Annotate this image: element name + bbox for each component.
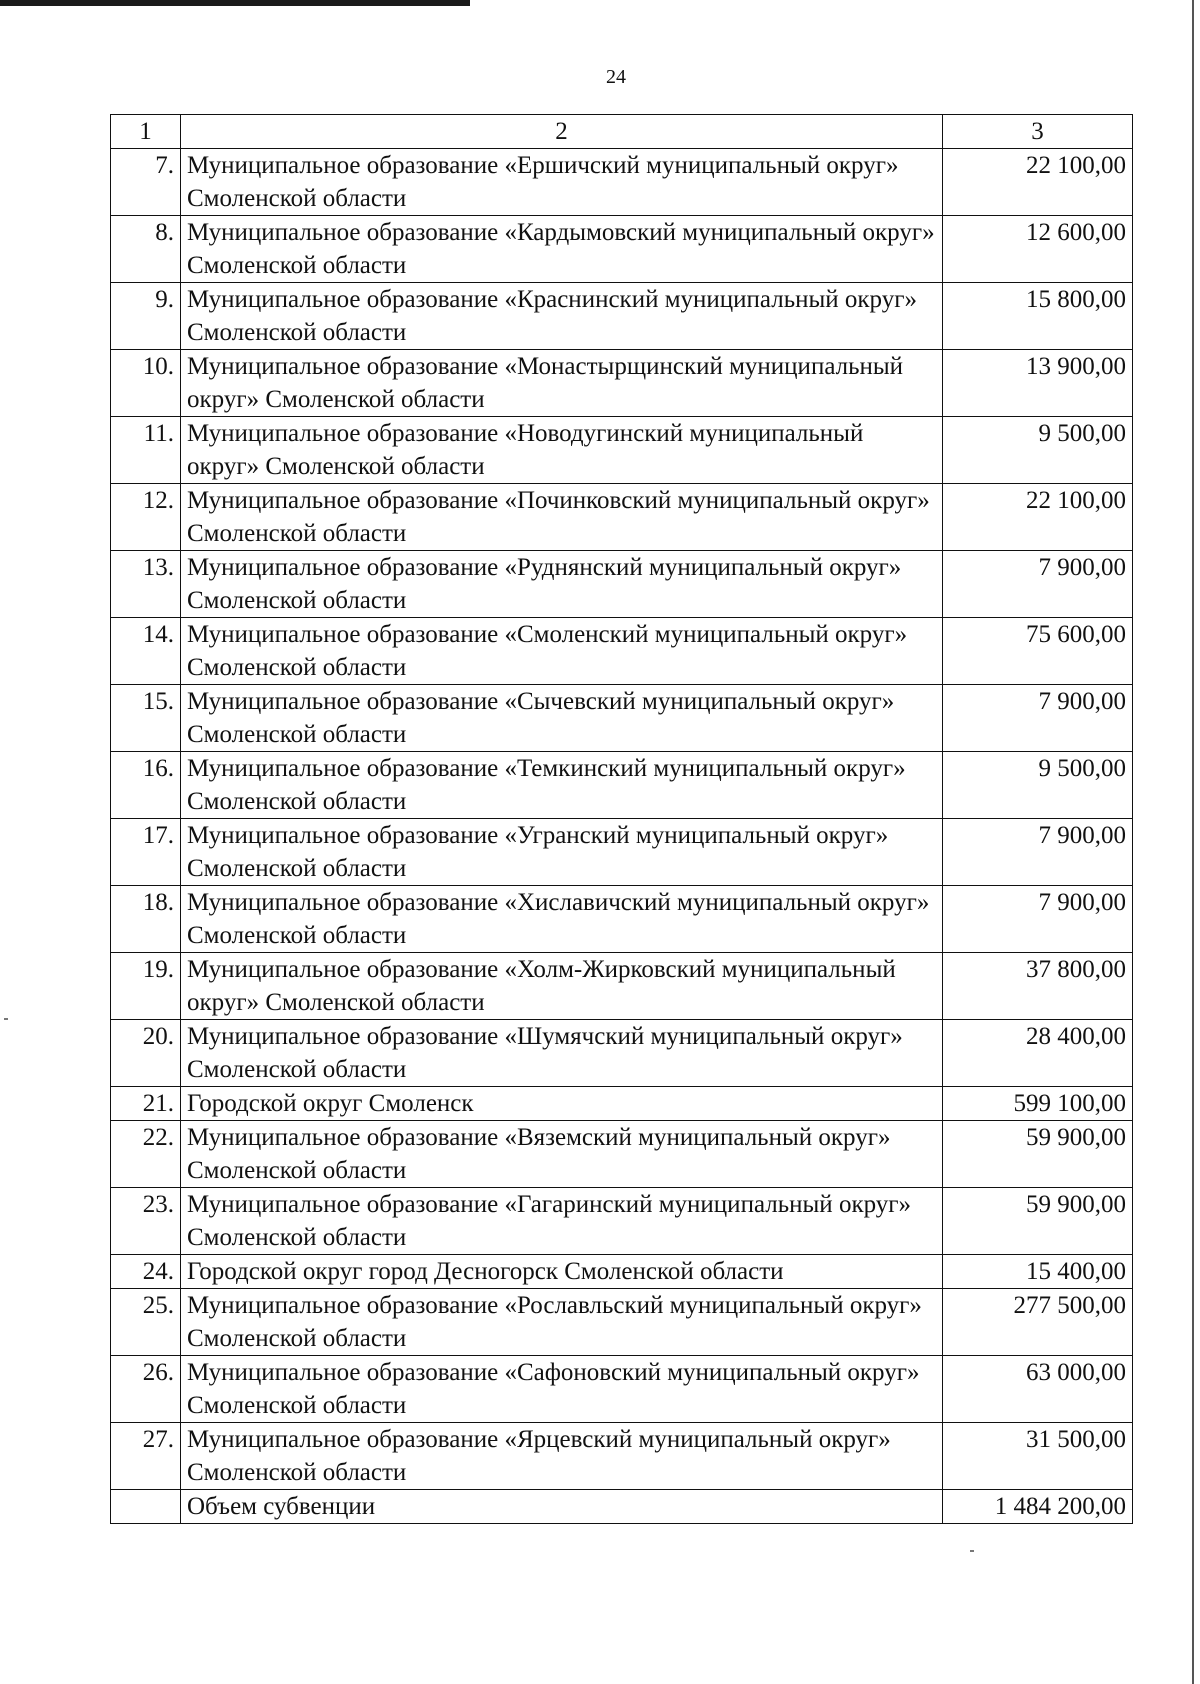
subvention-amount: 7 900,00 — [943, 886, 1133, 953]
subvention-amount: 37 800,00 — [943, 953, 1133, 1020]
subvention-amount: 7 900,00 — [943, 819, 1133, 886]
subvention-amount: 7 900,00 — [943, 551, 1133, 618]
municipality-name: Муниципальное образование «Сафоновский муниципальный округ» Смоленской области — [181, 1356, 943, 1423]
subvention-amount: 12 600,00 — [943, 216, 1133, 283]
table-row — [111, 1188, 1133, 1255]
total-amount: 1 484 200,00 — [943, 1490, 1133, 1524]
municipality-name: Муниципальное образование «Шумячский муниципальный округ» Смоленской области — [181, 1020, 943, 1087]
table-row — [111, 1356, 1133, 1423]
municipality-name: Муниципальное образование «Вяземский муниципальный округ» Смоленской области — [181, 1121, 943, 1188]
table-row — [111, 1087, 1133, 1121]
subvention-amount: 9 500,00 — [943, 417, 1133, 484]
row-number: 10. — [111, 350, 181, 417]
scan-edge-top — [0, 0, 470, 6]
table-header-row — [111, 115, 1133, 149]
table-row — [111, 216, 1133, 283]
table-row — [111, 1255, 1133, 1289]
row-number: 19. — [111, 953, 181, 1020]
municipality-name: Муниципальное образование «Руднянский муниципальный округ» Смоленской области — [181, 551, 943, 618]
total-number — [111, 1490, 181, 1524]
scan-edge-right — [1192, 0, 1194, 1684]
municipality-name: Муниципальное образование «Гагаринский муниципальный округ» Смоленской области — [181, 1188, 943, 1255]
municipality-name: Муниципальное образование «Сычевский муниципальный округ» Смоленской области — [181, 685, 943, 752]
header-cell-3: 3 — [943, 115, 1133, 149]
row-number: 7. — [111, 149, 181, 216]
subvention-amount: 22 100,00 — [943, 149, 1133, 216]
municipality-name: Муниципальное образование «Рославльский муниципальный округ» Смоленской области — [181, 1289, 943, 1356]
subvention-amount: 59 900,00 — [943, 1188, 1133, 1255]
municipality-name: Муниципальное образование «Ершичский муниципальный округ» Смоленской области — [181, 149, 943, 216]
subvention-amount: 13 900,00 — [943, 350, 1133, 417]
municipality-name: Муниципальное образование «Хиславичский муниципальный округ» Смоленской области — [181, 886, 943, 953]
header-cell-2: 2 — [181, 115, 943, 149]
municipality-name: Городской округ Смоленск — [181, 1087, 943, 1121]
subvention-amount: 15 800,00 — [943, 283, 1133, 350]
municipality-name: Муниципальное образование «Ярцевский муниципальный округ» Смоленской области — [181, 1423, 943, 1490]
table-row — [111, 1020, 1133, 1087]
subvention-amount: 599 100,00 — [943, 1087, 1133, 1121]
table-row — [111, 551, 1133, 618]
row-number: 13. — [111, 551, 181, 618]
scan-speck — [4, 1018, 8, 1020]
subvention-amount: 15 400,00 — [943, 1255, 1133, 1289]
municipality-name: Муниципальное образование «Темкинский муниципальный округ» Смоленской области — [181, 752, 943, 819]
table-row — [111, 417, 1133, 484]
municipality-name: Муниципальное образование «Краснинский муниципальный округ» Смоленской области — [181, 283, 943, 350]
table-row — [111, 618, 1133, 685]
table-row — [111, 685, 1133, 752]
row-number: 20. — [111, 1020, 181, 1087]
subvention-amount: 7 900,00 — [943, 685, 1133, 752]
table-row — [111, 484, 1133, 551]
municipality-name: Муниципальное образование «Кардымовский муниципальный округ» Смоленской области — [181, 216, 943, 283]
table-row — [111, 1423, 1133, 1490]
municipality-name: Муниципальное образование «Новодугинский муниципальный округ» Смоленской области — [181, 417, 943, 484]
subvention-amount: 277 500,00 — [943, 1289, 1133, 1356]
total-row — [111, 1490, 1133, 1524]
subvention-amount: 63 000,00 — [943, 1356, 1133, 1423]
row-number: 22. — [111, 1121, 181, 1188]
subvention-amount: 9 500,00 — [943, 752, 1133, 819]
row-number: 18. — [111, 886, 181, 953]
row-number: 15. — [111, 685, 181, 752]
subvention-amount: 31 500,00 — [943, 1423, 1133, 1490]
row-number: 27. — [111, 1423, 181, 1490]
row-number: 14. — [111, 618, 181, 685]
row-number: 23. — [111, 1188, 181, 1255]
header-cell-1: 1 — [111, 115, 181, 149]
table-row — [111, 149, 1133, 216]
row-number: 24. — [111, 1255, 181, 1289]
row-number: 16. — [111, 752, 181, 819]
subvention-amount: 28 400,00 — [943, 1020, 1133, 1087]
table-row — [111, 350, 1133, 417]
table-row — [111, 953, 1133, 1020]
total-label: Объем субвенции — [181, 1490, 943, 1524]
table-row — [111, 283, 1133, 350]
subvention-amount: 22 100,00 — [943, 484, 1133, 551]
scan-speck — [970, 1550, 974, 1552]
row-number: 21. — [111, 1087, 181, 1121]
subvention-table — [110, 114, 1133, 1524]
municipality-name: Муниципальное образование «Угранский муниципальный округ» Смоленской области — [181, 819, 943, 886]
municipality-name: Муниципальное образование «Починковский муниципальный округ» Смоленской области — [181, 484, 943, 551]
table-row — [111, 819, 1133, 886]
subvention-amount: 59 900,00 — [943, 1121, 1133, 1188]
subvention-amount: 75 600,00 — [943, 618, 1133, 685]
row-number: 9. — [111, 283, 181, 350]
municipality-name: Муниципальное образование «Смоленский муниципальный округ» Смоленской области — [181, 618, 943, 685]
row-number: 11. — [111, 417, 181, 484]
municipality-name: Муниципальное образование «Холм-Жирковский муниципальный округ» Смоленской области — [181, 953, 943, 1020]
municipality-name: Городской округ город Десногорск Смоленской области — [181, 1255, 943, 1289]
table-row — [111, 1121, 1133, 1188]
municipality-name: Муниципальное образование «Монастырщинский муниципальный округ» Смоленской области — [181, 350, 943, 417]
row-number: 8. — [111, 216, 181, 283]
table-row — [111, 886, 1133, 953]
row-number: 17. — [111, 819, 181, 886]
row-number: 12. — [111, 484, 181, 551]
page-number: 24 — [606, 66, 626, 88]
table-row — [111, 752, 1133, 819]
row-number: 25. — [111, 1289, 181, 1356]
row-number: 26. — [111, 1356, 181, 1423]
table-row — [111, 1289, 1133, 1356]
